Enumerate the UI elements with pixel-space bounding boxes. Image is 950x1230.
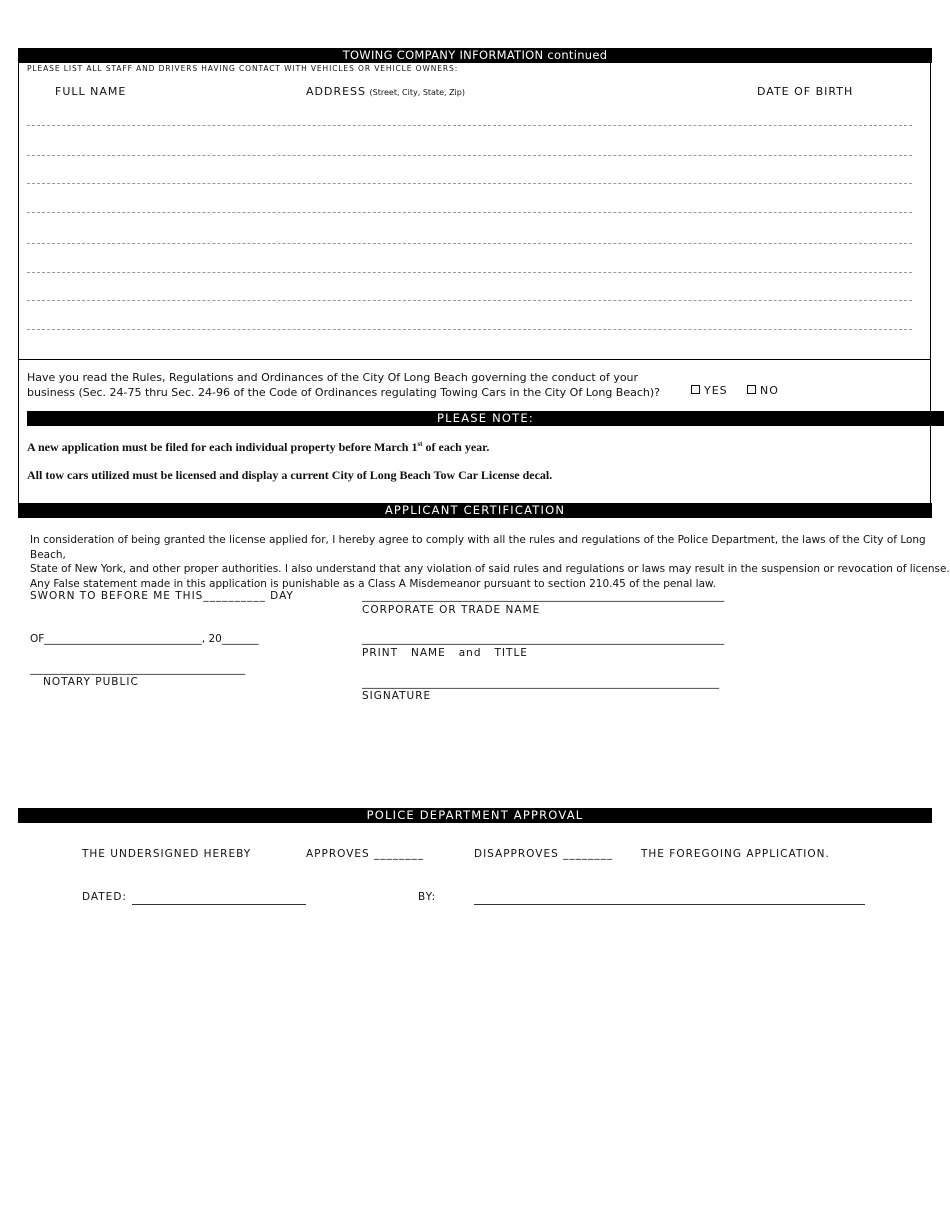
certification-paragraph [30,533,950,591]
col-address-hint: (Street, City, State, Zip) [369,88,465,97]
staff-entry-line[interactable] [27,212,912,213]
towing-section-header: TOWING COMPANY INFORMATION continued [18,48,932,63]
no-option[interactable] [747,384,779,397]
col-address-label: ADDRESS [306,85,367,98]
foregoing-text: THE FOREGOING APPLICATION. [641,848,830,860]
by-label: BY: [418,891,437,903]
staff-entry-line[interactable] [27,329,912,330]
certification-line: In consideration of being granted the license applied for, I hereby agree to comply with all the rules and regulations of the Police Department, the laws of the City of Long Beach, [30,534,926,561]
yes-checkbox[interactable] [691,385,700,394]
undersigned-text: THE UNDERSIGNED HEREBY [82,848,252,860]
staff-entry-line[interactable] [27,155,912,156]
note-line-filing-text: A new application must be filed for each individual property before March 1 [27,440,418,454]
certification-line: State of New York, and other proper authorities. I also understand that any violation of said rules and regulations or laws may result in the suspension or revocation of license. [30,563,950,575]
no-label: NO [760,384,779,397]
rules-question [27,370,660,400]
note-line-license: All tow cars utilized must be licensed and display a current City of Long Beach Tow Car License decal. [27,468,553,482]
col-full-name: FULL NAME [55,85,127,98]
print-name-label: PRINT NAME and TITLE [362,647,528,659]
col-date-of-birth: DATE OF BIRTH [757,85,854,98]
note-line-filing-sup: st [417,440,423,448]
staff-entry-line[interactable] [27,272,912,273]
print-name-line[interactable]: _____________________________________________________________________ [362,633,725,645]
no-checkbox[interactable] [747,385,756,394]
staff-instruction: PLEASE LIST ALL STAFF AND DRIVERS HAVING CONTACT WITH VEHICLES OR VEHICLE OWNERS: [27,64,459,73]
signature-label: SIGNATURE [362,690,432,702]
staff-entry-line[interactable] [27,300,912,301]
note-section-header: PLEASE NOTE: [27,411,944,426]
yes-option[interactable] [691,384,728,397]
signature-line[interactable]: ____________________________________________________________________ [362,677,719,689]
certification-line: Any False statement made in this application is punishable as a Class A Misdemeanor pursuant to section 210.45 of the penal law. [30,577,716,590]
rules-question-line: business (Sec. 24-75 thru Sec. 24-96 of the Code of Ordinances regulating Towing Cars in the City Of Long Beach)? [27,386,661,399]
staff-entry-line[interactable] [27,243,912,244]
certification-section-header: APPLICANT CERTIFICATION [18,503,932,518]
approves-field[interactable]: APPROVES ________ [306,848,425,860]
note-line-filing-tail: of each year. [422,440,490,454]
sworn-line[interactable]: SWORN TO BEFORE ME THIS__________ DAY [30,590,294,602]
rules-question-line: Have you read the Rules, Regulations and Ordinances of the City Of Long Beach governing the conduct of your [27,371,639,384]
disapproves-field[interactable]: DISAPPROVES ________ [474,848,614,860]
staff-entry-line[interactable] [27,183,912,184]
notary-public-label: NOTARY PUBLIC [43,676,139,688]
dated-input-line[interactable] [132,904,306,905]
col-address [306,85,465,98]
yes-label: YES [704,384,728,397]
approval-section-header: POLICE DEPARTMENT APPROVAL [18,808,932,823]
notary-signature-line[interactable]: _________________________________________ [30,663,246,675]
note-line-filing [27,440,489,455]
by-signature-line[interactable] [474,904,865,905]
staff-entry-line[interactable] [27,125,912,126]
corporate-name-label: CORPORATE OR TRADE NAME [362,604,541,616]
dated-label: DATED: [82,891,127,903]
corporate-name-line[interactable]: _____________________________________________________________________ [362,590,725,602]
of-date-line[interactable]: OF______________________________, 20_______ [30,633,259,645]
